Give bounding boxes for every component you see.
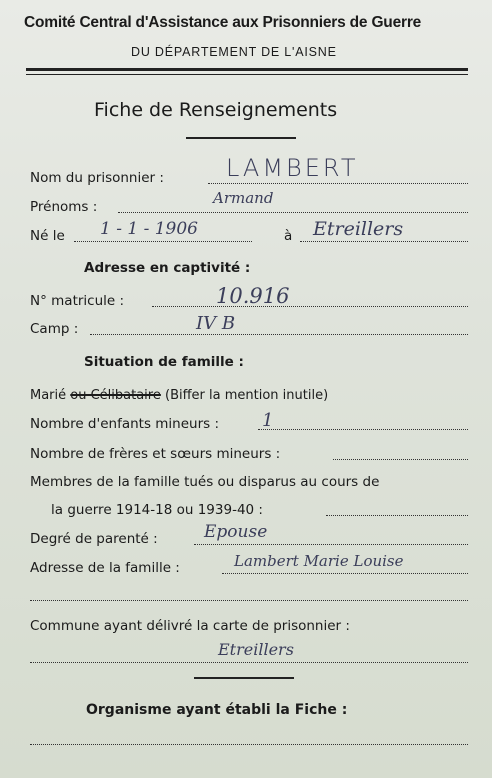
membres-label-line2: la guerre 1914-18 ou 1939-40 : <box>51 502 263 518</box>
adresse-field-line-2 <box>30 600 468 601</box>
ne-value: 1 - 1 - 1906 <box>100 219 198 239</box>
marie-option: Marié <box>30 388 67 403</box>
matricule-value: 10.916 <box>216 284 290 308</box>
matricule-label: N° matricule : <box>30 293 125 309</box>
nom-value: LAMBERT <box>226 154 359 182</box>
org-name: Comité Central d'Assistance aux Prisonniers de Guerre <box>24 14 422 31</box>
commune-label: Commune ayant délivré la carte de prisonnier : <box>30 618 350 634</box>
enfants-value: 1 <box>262 410 274 431</box>
organisme-heading: Organisme ayant établi la Fiche : <box>86 702 348 718</box>
lieu-field-line <box>300 241 468 242</box>
ne-field-line <box>74 241 252 242</box>
commune-value: Etreillers <box>218 640 294 659</box>
header-rule-bottom <box>26 74 468 75</box>
nom-field-line <box>208 183 468 184</box>
commune-field-line <box>30 662 468 663</box>
membres-label-line1: Membres de la famille tués ou disparus au cours de <box>30 474 380 490</box>
nom-label: Nom du prisonnier : <box>30 170 164 186</box>
degre-value: Epouse <box>204 522 268 542</box>
famille-heading: Situation de famille : <box>84 354 244 370</box>
celibataire-option: ou Célibataire <box>70 388 161 403</box>
enfants-label: Nombre d'enfants mineurs : <box>30 416 220 432</box>
degre-label: Degré de parenté : <box>30 531 158 547</box>
ne-label: Né le <box>30 228 65 244</box>
freres-label: Nombre de frères et sœurs mineurs : <box>30 446 281 462</box>
degre-field-line <box>194 544 468 545</box>
a-label: à <box>284 228 293 244</box>
organisme-field-line <box>30 744 468 745</box>
lieu-value: Etreillers <box>313 218 404 240</box>
prenoms-field-line <box>118 212 468 213</box>
membres-field-line <box>326 515 468 516</box>
section-divider <box>194 677 294 679</box>
enfants-field-line <box>258 429 468 430</box>
biffer-note: (Biffer la mention inutile) <box>165 388 329 403</box>
matricule-field-line <box>152 306 468 307</box>
marie-line <box>30 388 328 403</box>
form-title: Fiche de Renseignements <box>94 99 338 121</box>
org-department: DU DÉPARTEMENT DE L'AISNE <box>131 45 337 59</box>
camp-label: Camp : <box>30 321 79 337</box>
camp-field-line <box>90 334 468 335</box>
adresse-field-line <box>222 573 468 574</box>
captivite-heading: Adresse en captivité : <box>84 260 251 276</box>
title-underline <box>186 137 296 139</box>
adresse-label: Adresse de la famille : <box>30 560 180 576</box>
prenoms-value: Armand <box>213 189 274 207</box>
freres-field-line <box>333 459 468 460</box>
header-rule-top <box>26 68 468 71</box>
prenoms-label: Prénoms : <box>30 199 98 215</box>
adresse-value: Lambert Marie Louise <box>234 552 404 570</box>
camp-value: IV B <box>196 313 236 334</box>
